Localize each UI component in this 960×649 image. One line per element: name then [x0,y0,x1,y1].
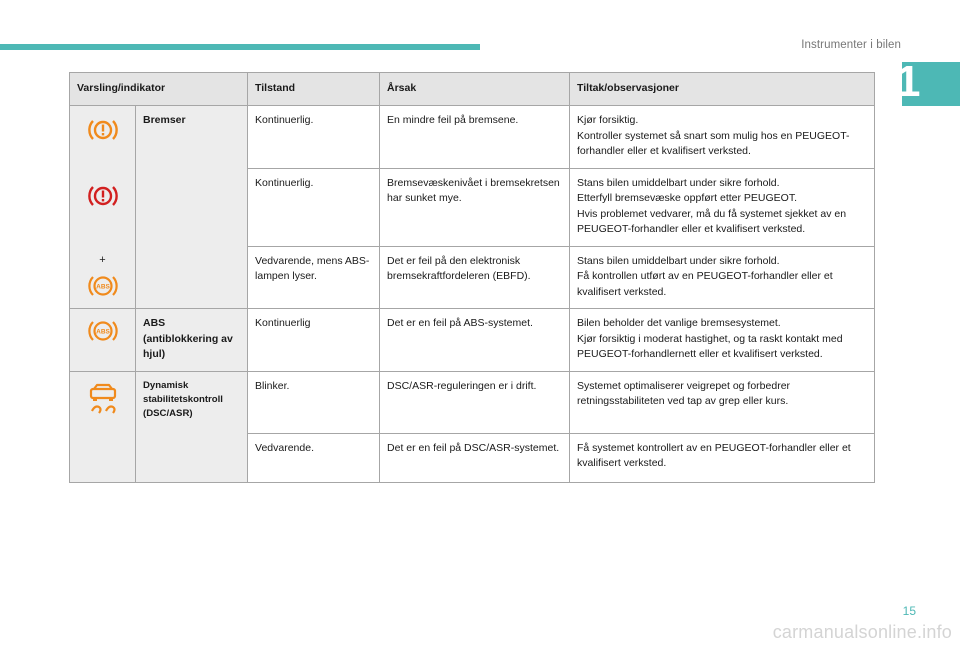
chapter-number: 1 [896,57,921,106]
cause-cell: Bremsevæskenivået i bremsekretsen har sunket mye. [380,168,570,246]
table-row [70,309,875,372]
action-cell: Systemet optimaliserer veigrepet og forbedrer retningsstabiliteten ved tap av grep eller kurs. [570,371,875,433]
header-action: Tiltak/observasjoner [570,73,875,106]
cause-cell: En mindre feil på bremsene. [380,106,570,169]
warning-indicator-table [69,72,875,483]
svg-text:ABS: ABS [95,328,110,336]
header-accent-bar [0,44,480,50]
brake-warning-orange-icon [88,117,118,143]
cause-cell: Det er en feil på ABS-systemet. [380,309,570,372]
action-cell: Stans bilen umiddelbart under sikre forhold. Få kontrollen utført av en PEUGEOT-forhandler eller et kvalifisert verksted. [570,246,875,309]
cause-cell: DSC/ASR-reguleringen er i drift. [380,371,570,433]
action-cell: Bilen beholder det vanlige bremsesystemet. Kjør forsiktig i moderat hastighet, og ta raskt kontakt med PEUGEOT-forhandlernett eller et kvalifisert verksted. [570,309,875,372]
table-row [70,371,875,433]
brake-icons-cell [70,106,136,309]
state-cell: Kontinuerlig. [248,168,380,246]
abs-icon-cell [70,309,136,372]
state-cell: Kontinuerlig [248,309,380,372]
svg-text:ABS: ABS [95,283,110,290]
action-cell: Få systemet kontrollert av en PEUGEOT-forhandler eller et kvalifisert verksted. [570,433,875,482]
category-abs: ABS (antiblokkering av hjul) [136,309,248,372]
abs-orange-icon [87,273,119,299]
brake-warning-red-icon [88,183,118,209]
action-cell: Stans bilen umiddelbart under sikre forhold. Etterfyll bremsevæske oppført etter PEUGEOT. Hvis problemet vedvarer, må du få systemet sjekket av en PEUGEOT-forhandler eller et kvalifisert verksted. [570,168,875,246]
page-number: 15 [902,604,916,618]
plus-sign: + [99,254,106,266]
table-header-row [70,73,875,106]
cause-cell: Det er en feil på DSC/ASR-systemet. [380,433,570,482]
header-indicator: Varsling/indikator [70,73,248,106]
watermark-text: carmanualsonline.info [772,622,952,642]
header-cause: Årsak [380,73,570,106]
dsc-skid-car-icon [86,381,120,415]
dsc-icon-cell [70,371,136,482]
state-cell: Vedvarende. [248,433,380,482]
abs-orange-icon [87,318,119,344]
action-cell: Kjør forsiktig. Kontroller systemet så snart som mulig hos en PEUGEOT-forhandler eller et kvalifisert verksted. [570,106,875,169]
table-row [70,106,875,169]
section-title: Instrumenter i bilen [801,39,901,51]
category-brakes: Bremser [136,106,248,309]
cause-cell: Det er feil på den elektronisk bremsekraftfordeleren (EBFD). [380,246,570,309]
state-cell: Vedvarende, mens ABS-lampen lyser. [248,246,380,309]
header-state: Tilstand [248,73,380,106]
category-dsc: Dynamisk stabilitetskontroll (DSC/ASR) [136,371,248,482]
state-cell: Blinker. [248,371,380,433]
state-cell: Kontinuerlig. [248,106,380,169]
